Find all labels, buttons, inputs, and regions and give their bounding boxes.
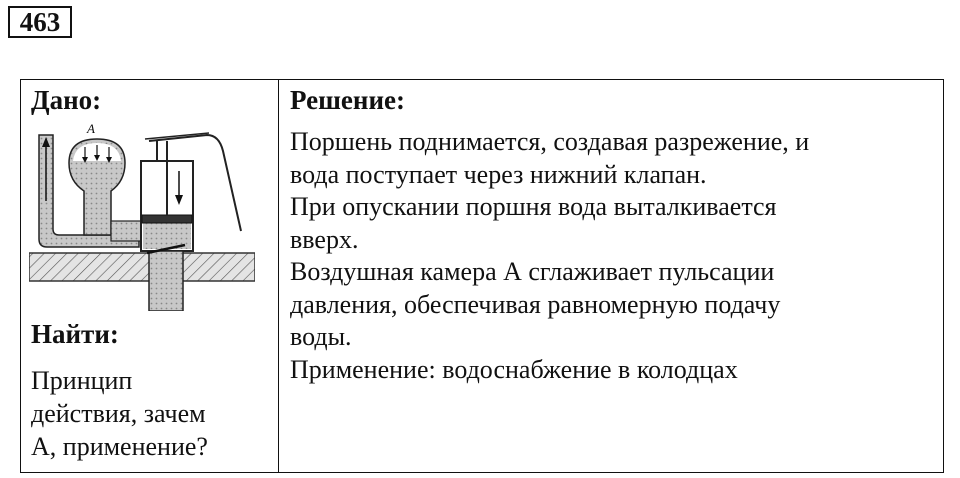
column-divider: [278, 80, 279, 472]
solution-line: давления, обеспечивая равномерную подачу: [290, 289, 781, 319]
given-column: [21, 80, 278, 472]
solution-column: [280, 80, 943, 472]
solution-line: вверх.: [290, 224, 359, 254]
find-line: Принцип: [31, 366, 133, 395]
solution-line: Воздушная камера А сглаживает пульсации: [290, 257, 775, 286]
find-heading: Найти:: [31, 319, 119, 349]
chamber-label: A: [87, 121, 95, 136]
intake-pipe: [149, 251, 183, 311]
solution-line: При опускании поршня вода выталкивается: [290, 192, 777, 221]
solution-line: Применение: водоснабжение в колодцах: [290, 354, 738, 384]
solution-line: Поршень поднимается, создавая разрежение, и: [290, 127, 810, 156]
given-heading: Дано:: [31, 85, 102, 115]
solution-heading: Решение:: [290, 85, 405, 115]
task-table: [20, 79, 944, 473]
find-text: [31, 364, 271, 463]
ground-hatching: [29, 253, 255, 281]
solution-text: [290, 126, 930, 386]
piston: [142, 215, 192, 223]
find-line: действия, зачем: [31, 399, 206, 428]
find-line: А, применение?: [31, 432, 208, 461]
pump-diagram: [29, 121, 255, 311]
solution-line: вода поступает через нижний клапан.: [290, 159, 707, 189]
problem-number: 463: [8, 6, 72, 38]
solution-line: воды.: [290, 322, 352, 351]
